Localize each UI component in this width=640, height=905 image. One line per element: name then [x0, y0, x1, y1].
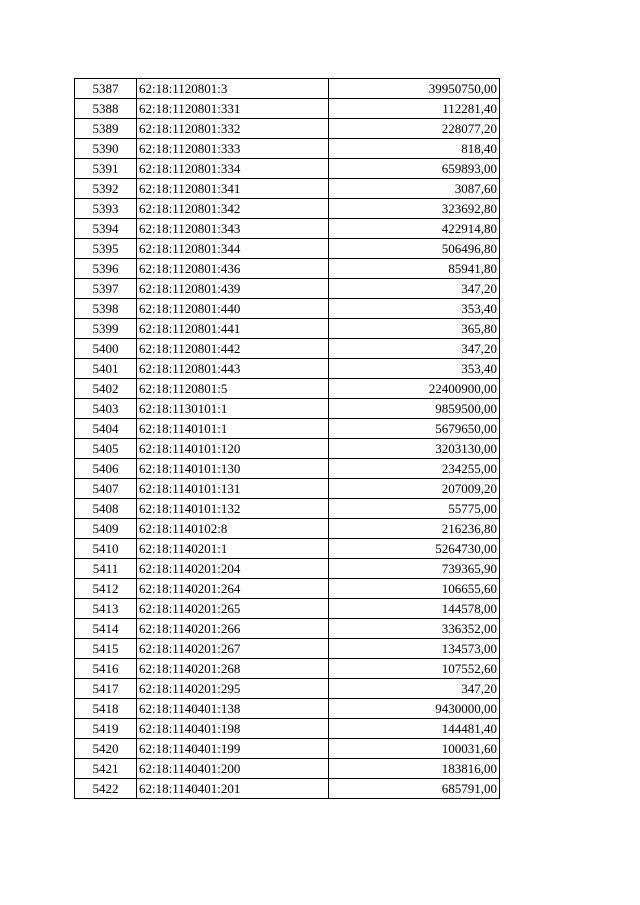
cadastral-number: 62:18:1140201:204 — [137, 559, 329, 579]
table-row — [75, 419, 500, 439]
cadastral-number: 62:18:1140401:138 — [137, 699, 329, 719]
row-number: 5390 — [75, 139, 137, 159]
cadastral-number: 62:18:1120801:341 — [137, 179, 329, 199]
table-row — [75, 159, 500, 179]
row-number: 5409 — [75, 519, 137, 539]
row-number: 5408 — [75, 499, 137, 519]
table-row — [75, 399, 500, 419]
row-number: 5405 — [75, 439, 137, 459]
row-number: 5395 — [75, 239, 137, 259]
cadastral-number: 62:18:1140401:201 — [137, 779, 329, 799]
row-number: 5420 — [75, 739, 137, 759]
table-row — [75, 479, 500, 499]
cadastral-number: 62:18:1140201:268 — [137, 659, 329, 679]
table-row — [75, 279, 500, 299]
row-number: 5407 — [75, 479, 137, 499]
cadastral-value: 112281,40 — [329, 99, 500, 119]
row-number: 5412 — [75, 579, 137, 599]
table-row — [75, 499, 500, 519]
table-row — [75, 259, 500, 279]
table-row — [75, 219, 500, 239]
cadastral-number: 62:18:1140101:132 — [137, 499, 329, 519]
table-row — [75, 559, 500, 579]
cadastral-value: 422914,80 — [329, 219, 500, 239]
row-number: 5410 — [75, 539, 137, 559]
document-page — [74, 78, 499, 799]
row-number: 5389 — [75, 119, 137, 139]
cadastral-number: 62:18:1140401:199 — [137, 739, 329, 759]
table-row — [75, 519, 500, 539]
cadastral-number: 62:18:1120801:441 — [137, 319, 329, 339]
table-row — [75, 99, 500, 119]
cadastral-value: 506496,80 — [329, 239, 500, 259]
cadastral-number: 62:18:1120801:331 — [137, 99, 329, 119]
row-number: 5422 — [75, 779, 137, 799]
cadastral-value: 659893,00 — [329, 159, 500, 179]
cadastral-number: 62:18:1130101:1 — [137, 399, 329, 419]
cadastral-value: 353,40 — [329, 299, 500, 319]
cadastral-value: 216236,80 — [329, 519, 500, 539]
cadastral-number: 62:18:1140201:295 — [137, 679, 329, 699]
cadastral-value: 207009,20 — [329, 479, 500, 499]
row-number: 5392 — [75, 179, 137, 199]
cadastral-value: 365,80 — [329, 319, 500, 339]
table-row — [75, 639, 500, 659]
row-number: 5413 — [75, 599, 137, 619]
table-row — [75, 579, 500, 599]
cadastral-number: 62:18:1140101:130 — [137, 459, 329, 479]
row-number: 5418 — [75, 699, 137, 719]
cadastral-number: 62:18:1120801:436 — [137, 259, 329, 279]
row-number: 5421 — [75, 759, 137, 779]
table-row — [75, 439, 500, 459]
row-number: 5391 — [75, 159, 137, 179]
row-number: 5400 — [75, 339, 137, 359]
cadastral-number: 62:18:1140401:200 — [137, 759, 329, 779]
cadastral-value: 144481,40 — [329, 719, 500, 739]
cadastral-value: 134573,00 — [329, 639, 500, 659]
cadastral-number: 62:18:1120801:439 — [137, 279, 329, 299]
table-row — [75, 739, 500, 759]
cadastral-number: 62:18:1140201:265 — [137, 599, 329, 619]
table-row — [75, 359, 500, 379]
cadastral-number: 62:18:1140201:1 — [137, 539, 329, 559]
table-row — [75, 599, 500, 619]
table-row — [75, 339, 500, 359]
row-number: 5399 — [75, 319, 137, 339]
cadastral-number: 62:18:1140102:8 — [137, 519, 329, 539]
cadastral-value: 5679650,00 — [329, 419, 500, 439]
cadastral-value: 228077,20 — [329, 119, 500, 139]
cadastral-number: 62:18:1140101:120 — [137, 439, 329, 459]
cadastral-number: 62:18:1120801:342 — [137, 199, 329, 219]
table-row — [75, 139, 500, 159]
row-number: 5393 — [75, 199, 137, 219]
row-number: 5388 — [75, 99, 137, 119]
cadastral-value: 22400900,00 — [329, 379, 500, 399]
table-row — [75, 779, 500, 799]
table-row — [75, 319, 500, 339]
cadastral-value: 3087,60 — [329, 179, 500, 199]
table-row — [75, 719, 500, 739]
row-number: 5398 — [75, 299, 137, 319]
row-number: 5416 — [75, 659, 137, 679]
cadastral-number: 62:18:1120801:5 — [137, 379, 329, 399]
cadastral-number: 62:18:1120801:442 — [137, 339, 329, 359]
row-number: 5414 — [75, 619, 137, 639]
cadastral-number: 62:18:1140101:131 — [137, 479, 329, 499]
cadastral-value: 144578,00 — [329, 599, 500, 619]
cadastral-value: 55775,00 — [329, 499, 500, 519]
cadastral-number: 62:18:1140201:267 — [137, 639, 329, 659]
cadastral-number: 62:18:1120801:344 — [137, 239, 329, 259]
cadastral-number: 62:18:1140201:266 — [137, 619, 329, 639]
cadastral-number: 62:18:1140201:264 — [137, 579, 329, 599]
cadastral-number: 62:18:1140401:198 — [137, 719, 329, 739]
table-row — [75, 699, 500, 719]
row-number: 5403 — [75, 399, 137, 419]
cadastral-number: 62:18:1120801:334 — [137, 159, 329, 179]
cadastral-number: 62:18:1120801:440 — [137, 299, 329, 319]
cadastral-number: 62:18:1120801:343 — [137, 219, 329, 239]
cadastral-value: 107552,60 — [329, 659, 500, 679]
row-number: 5387 — [75, 79, 137, 99]
table-row — [75, 119, 500, 139]
table-row — [75, 539, 500, 559]
row-number: 5406 — [75, 459, 137, 479]
row-number: 5411 — [75, 559, 137, 579]
cadastral-value: 5264730,00 — [329, 539, 500, 559]
cadastral-value: 3203130,00 — [329, 439, 500, 459]
row-number: 5397 — [75, 279, 137, 299]
table-row — [75, 459, 500, 479]
row-number: 5417 — [75, 679, 137, 699]
table-row — [75, 759, 500, 779]
row-number: 5404 — [75, 419, 137, 439]
table-row — [75, 179, 500, 199]
table-row — [75, 679, 500, 699]
cadastral-number: 62:18:1140101:1 — [137, 419, 329, 439]
cadastral-value-table — [74, 78, 500, 799]
cadastral-number: 62:18:1120801:3 — [137, 79, 329, 99]
row-number: 5402 — [75, 379, 137, 399]
table-row — [75, 379, 500, 399]
row-number: 5401 — [75, 359, 137, 379]
row-number: 5394 — [75, 219, 137, 239]
cadastral-value: 9430000,00 — [329, 699, 500, 719]
row-number: 5419 — [75, 719, 137, 739]
cadastral-number: 62:18:1120801:332 — [137, 119, 329, 139]
table-body — [75, 79, 500, 799]
cadastral-value: 685791,00 — [329, 779, 500, 799]
table-row — [75, 239, 500, 259]
cadastral-value: 336352,00 — [329, 619, 500, 639]
cadastral-number: 62:18:1120801:333 — [137, 139, 329, 159]
row-number: 5396 — [75, 259, 137, 279]
table-row — [75, 199, 500, 219]
row-number: 5415 — [75, 639, 137, 659]
cadastral-value: 85941,80 — [329, 259, 500, 279]
table-row — [75, 619, 500, 639]
cadastral-value: 106655,60 — [329, 579, 500, 599]
cadastral-value: 347,20 — [329, 279, 500, 299]
table-row — [75, 79, 500, 99]
table-row — [75, 299, 500, 319]
cadastral-value: 39950750,00 — [329, 79, 500, 99]
cadastral-value: 818,40 — [329, 139, 500, 159]
cadastral-value: 100031,60 — [329, 739, 500, 759]
cadastral-value: 347,20 — [329, 339, 500, 359]
cadastral-value: 739365,90 — [329, 559, 500, 579]
cadastral-value: 347,20 — [329, 679, 500, 699]
cadastral-value: 234255,00 — [329, 459, 500, 479]
cadastral-value: 183816,00 — [329, 759, 500, 779]
cadastral-value: 353,40 — [329, 359, 500, 379]
cadastral-number: 62:18:1120801:443 — [137, 359, 329, 379]
cadastral-value: 323692,80 — [329, 199, 500, 219]
table-row — [75, 659, 500, 679]
cadastral-value: 9859500,00 — [329, 399, 500, 419]
